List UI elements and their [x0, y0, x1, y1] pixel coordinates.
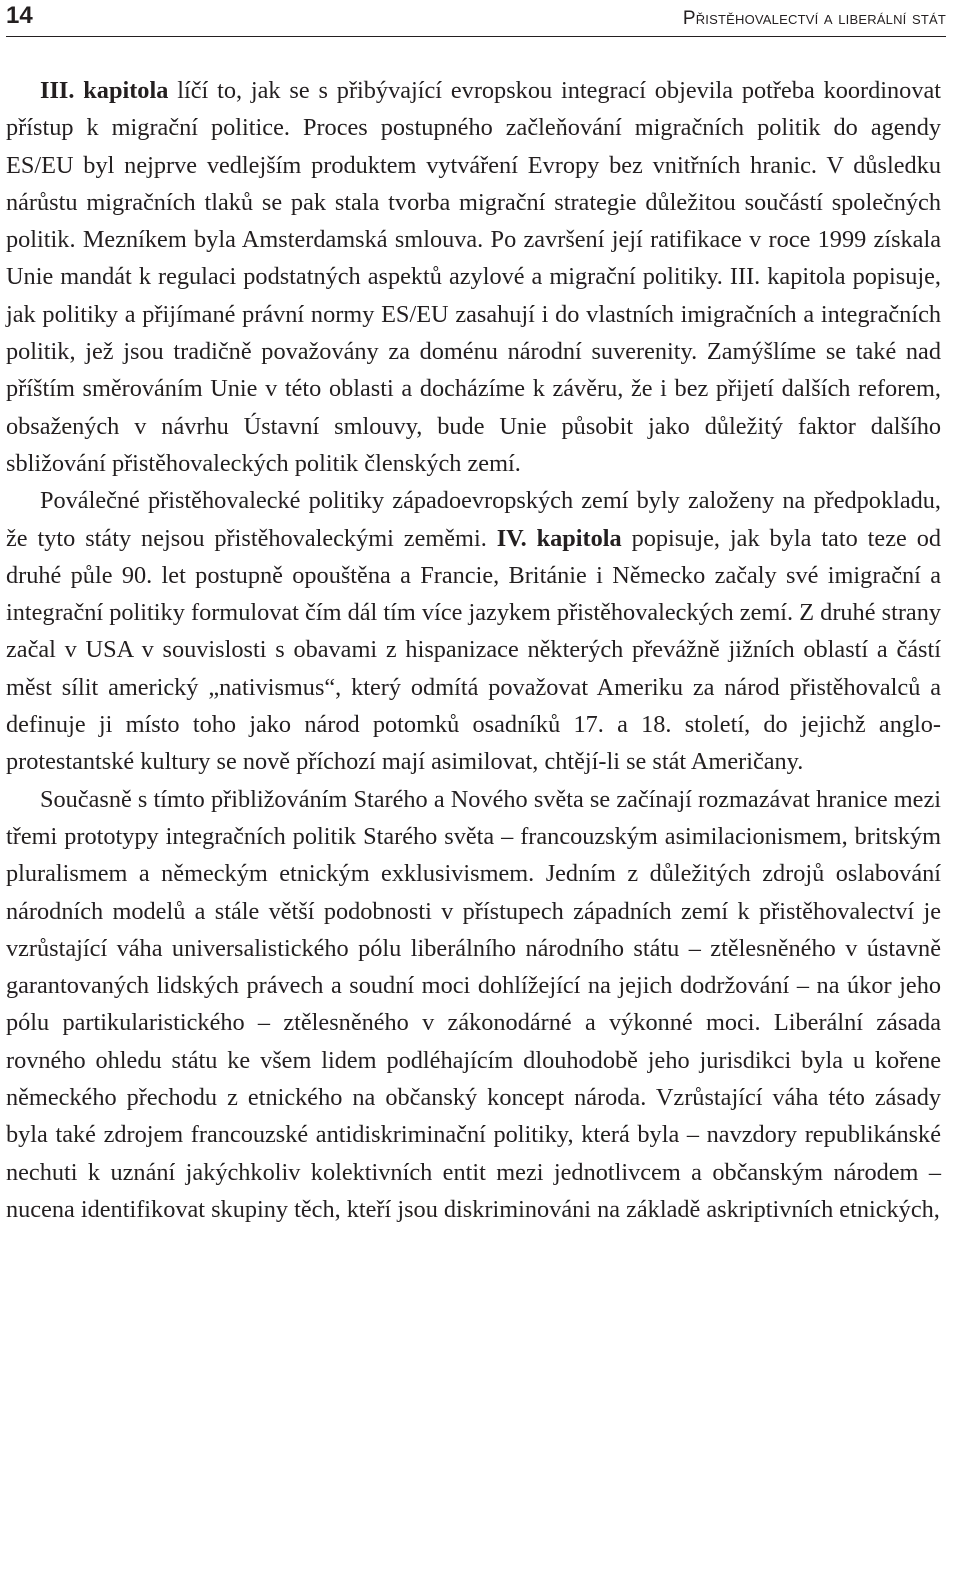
paragraph-integration-models — [6, 781, 941, 1229]
paragraph-text: líčí to, jak se s přibývající evropskou integrací objevila potřeba koordinovat přístup k migrační politice. Proces postupného začleňování migračních politik do agendy ES/EU byl nejprve vedlejším produktem vytváření Evropy bez vnitřních hranic. V důsledku nárůstu migračních tlaků se pak stala tvorba migrační strategie důležitou součástí společných politik. Mezníkem byla Amsterdamská smlouva. Po završení její ratifikace v roce 1999 získala Unie mandát k regulaci podstatných aspektů azylové a migrační politiky. III. kapitola popisuje, jak politiky a přijímané právní normy ES/EU zasahují i do vlastních imigračních a integračních politik, jež jsou tradičně považovány za doménu národní suverenity. Zamýšlíme se také nad příštím směrováním Unie v této oblasti a docházíme k závěru, že i bez přijetí dalších reforem, obsažených v návrhu Ústavní smlouvy, bude Unie působit jako důležitý faktor dalšího sbližování přistěhovaleckých politik členských zemí. — [6, 77, 942, 477]
page-header — [6, 0, 946, 37]
paragraph-text: Současně s tímto přibližováním Starého a Nového světa se začínají rozmazávat hranice mezi třemi prototypy integračních politik Starého světa – francouzským asimilacionismem, britským pluralismem a německým etnickým exklusivismem. Jedním z důležitých zdrojů oslabování národních modelů a stále větší podobnosti v přístupech západních zemí k přistěhovalectví je vzrůstající váha universalistického pólu liberálního národního státu – ztělesněného v ústavně garantovaných lidských právech a soudní moci dohlížející na jejich dodržování – na úkor jeho pólu partikularistického – ztělesněného v zákonodárné a výkonné moci. Liberální zásada rovného ohledu státu ke všem lidem podléhajícím dlouhodobě jeho jurisdikci byla u kořene německého přechodu z etnického na občanský koncept národa. Vzrůstající váha této zásady byla také zdrojem francouzské antidiskriminační politiky, která byla – navzdory republikánské nechuti k uznání jakýchkoliv kolektivních entit mezi jednotlivcem a občanským národem – nucena identifikovat skupiny těch, kteří jsou diskriminováni na základě askriptivních etnických, — [6, 785, 941, 1223]
chapter-reference: III. kapitola — [40, 77, 169, 104]
paragraph-chapter-3 — [6, 72, 941, 482]
paragraph-text: popisuje, jak byla tato teze od druhé půle 90. let postupně opouštěna a Francie, Británie i Německo začaly své imigrační a integrační politiky formulovat čím dál tím více jazykem přistěhovaleckých zemí. Z druhé strany začal v USA v souvislosti s obavami z hispanizace některých převážně jižních oblastí a částí měst sílit americký „nativismus“, který odmítá považovat Ameriku za národ přistěhovalců a definuje ji místo toho jako národ potomků osadníků 17. a 18. století, do jejichž anglo-protestantské kultury se nově příchozí mají asimilovat, chtějí-li se stát Američany. — [6, 524, 941, 776]
paragraph-chapter-4 — [6, 482, 941, 780]
paragraph-text: Poválečné přistěhovalecké politiky západoevropských zemí byly založeny na předpokladu, že tyto státy nejsou přistěhovaleckými zeměmi. — [6, 487, 941, 552]
page-number: 14 — [6, 2, 33, 29]
chapter-reference: IV. kapitola — [496, 524, 622, 552]
running-title: Přistěhovalectví a liberální stát — [682, 8, 946, 29]
body-text — [6, 72, 941, 1228]
